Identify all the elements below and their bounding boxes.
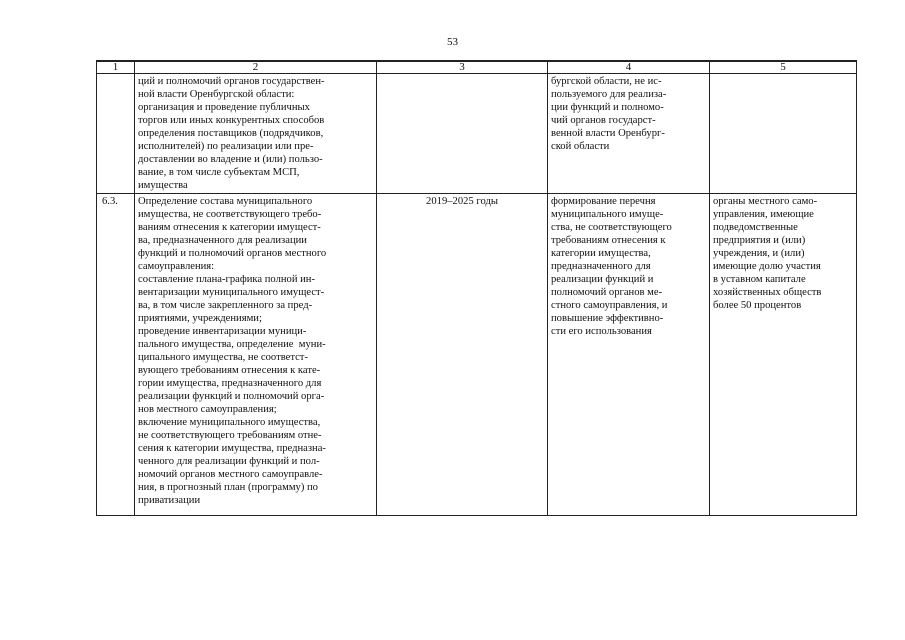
executors-cell (710, 74, 857, 194)
text-line: определения поставщиков (подрядчиков, (138, 128, 324, 139)
text-line: номочий органов местного самоуправле- (138, 469, 323, 480)
table-row-continued (97, 74, 857, 194)
text-line: реализации функций и полномочий орга- (138, 391, 325, 402)
text-line: проведение инвентаризации муници- (138, 326, 307, 337)
text-line: управления, имеющие (713, 209, 814, 220)
text-line: вующего требованиям отнесения к кате- (138, 365, 321, 376)
text-line: исполнителей) по реализации или пре- (138, 141, 314, 152)
text-line: учреждения, и (или) (713, 248, 805, 259)
text-line: органы местного само- (713, 196, 818, 207)
text-line: предназначенного для (551, 261, 651, 272)
text-line: ной власти Оренбургской области: (138, 89, 295, 100)
period-cell: 2019–2025 годы (377, 194, 548, 516)
executors-cell (710, 194, 857, 516)
result-cell (548, 74, 710, 194)
text-line: вентаризации муниципального имущест- (138, 287, 325, 298)
text-line: Определение состава муниципального (138, 196, 313, 207)
text-line: предприятия и (или) (713, 235, 806, 246)
text-line: полномочий органов ме- (551, 287, 663, 298)
text-line: подведомственные (713, 222, 798, 233)
text-line: имущества, не соответствующего требо- (138, 209, 322, 220)
text-line: приятиями, учреждениями; (138, 313, 262, 324)
text-line: ций и полномочий органов государствен- (138, 76, 325, 87)
text-line: ской области (551, 141, 610, 152)
activity-cell (135, 74, 377, 194)
text-line: ва, в том числе закрепленного за пред- (138, 300, 313, 311)
text-line: торгов или иных конкурентных способов (138, 115, 325, 126)
text-line: стного самоуправления, и (551, 300, 668, 311)
text-line: нов местного самоуправления; (138, 404, 277, 415)
text-line: более 50 процентов (713, 300, 802, 311)
text-line: чий органов государст- (551, 115, 656, 126)
text-line: муниципального имуще- (551, 209, 664, 220)
measures-table (96, 60, 857, 516)
text-line: ваниям отнесения к категории имущест- (138, 222, 321, 233)
col-header-1: 1 (97, 61, 135, 74)
text-line: составление плана-графика полной ин- (138, 274, 316, 285)
text-line: организация и проведение публичных (138, 102, 310, 113)
text-line: пального имущества, определение муни- (138, 339, 326, 350)
text-line: реализации функций и (551, 274, 654, 285)
text-line: функций и полномочий органов местного (138, 248, 327, 259)
result-cell (548, 194, 710, 516)
text-line: ципального имущества, не соответст- (138, 352, 308, 363)
text-line: имущества (138, 180, 188, 191)
text-line: гории имущества, предназначенного для (138, 378, 322, 389)
activity-cell (135, 194, 377, 516)
text-line: включение муниципального имущества, (138, 417, 321, 428)
text-line: ния, в прогнозный план (программу) по (138, 482, 318, 493)
text-line: бургской области, не ис- (551, 76, 662, 87)
text-line: венной власти Оренбург- (551, 128, 665, 139)
text-line: имеющие долю участия (713, 261, 821, 272)
text-line: требованиям отнесения к (551, 235, 666, 246)
period-cell (377, 74, 548, 194)
text-line: сения к категории имущества, предназна- (138, 443, 326, 454)
text-line: формирование перечня (551, 196, 656, 207)
column-number-row (97, 61, 857, 74)
text-line: пользуемого для реализа- (551, 89, 667, 100)
text-line: в уставном капитале (713, 274, 806, 285)
col-header-3: 3 (377, 61, 548, 74)
text-line: самоуправления: (138, 261, 215, 272)
text-line: категории имущества, (551, 248, 651, 259)
text-line: не соответствующего требованиям отне- (138, 430, 322, 441)
text-line: повышение эффективно- (551, 313, 664, 324)
text-line: сти его использования (551, 326, 652, 337)
page-number: 53 (447, 36, 458, 48)
text-line: вание, в том числе субъектам МСП, (138, 167, 300, 178)
col-header-2: 2 (135, 61, 377, 74)
row-number: 6.3. (97, 194, 135, 516)
text-line: ченного для реализации функций и пол- (138, 456, 320, 467)
text-line: ства, не соответствующего (551, 222, 672, 233)
row-number (97, 74, 135, 194)
text-line: хозяйственных обществ (713, 287, 822, 298)
table-row-6-3 (97, 194, 857, 516)
text-line: ва, предназначенного для реализации (138, 235, 307, 246)
text-line: приватизации (138, 495, 201, 506)
text-line: доставлении во владение и (или) пользо- (138, 154, 323, 165)
text-line: ции функций и полномо- (551, 102, 664, 113)
col-header-4: 4 (548, 61, 710, 74)
col-header-5: 5 (710, 61, 857, 74)
